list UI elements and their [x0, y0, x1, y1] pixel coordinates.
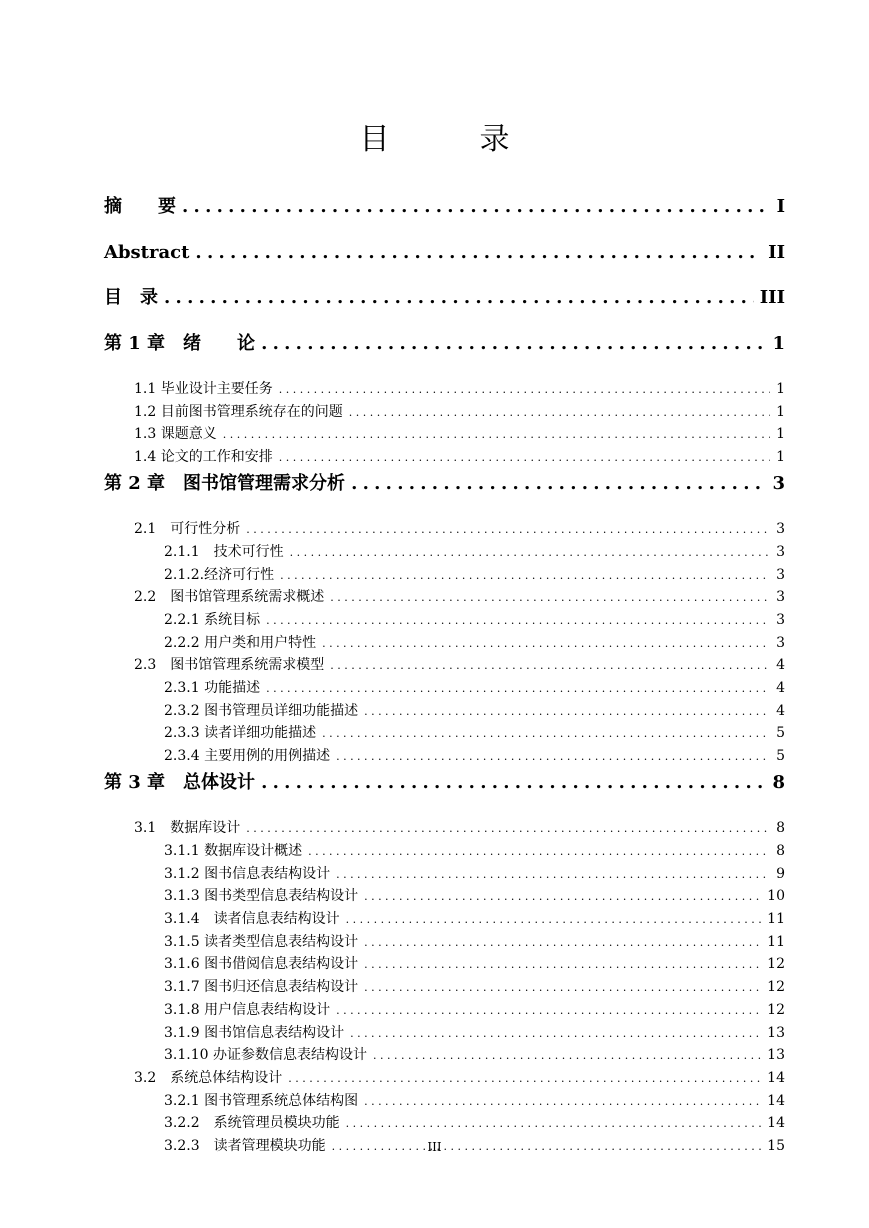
- toc-leader-dots: [351, 469, 766, 499]
- toc-leader-dots: [288, 1068, 761, 1091]
- page-title: 目 录: [359, 122, 540, 157]
- toc-entry-page: 1: [776, 403, 785, 420]
- toc-entry-label: 3.1.1 数据库设计概述: [164, 843, 303, 859]
- toc-entry-label: 3.1.4 读者信息表结构设计: [164, 911, 340, 928]
- toc-entry-label: 2.2.1 系统目标: [164, 612, 261, 628]
- toc-entry-label: 1.1 毕业设计主要任务: [134, 381, 273, 397]
- toc-leader-dots: [290, 542, 770, 565]
- toc-entry-label: 第 2 章 图书馆管理需求分析: [104, 472, 346, 494]
- toc-entry[interactable]: [104, 238, 785, 284]
- toc-entry-page: 5: [776, 748, 785, 765]
- toc-entry-label: 2.3.1 功能描述: [164, 680, 261, 697]
- toc-entry-page: 3: [776, 543, 785, 560]
- toc-entry[interactable]: [104, 192, 785, 238]
- toc-entry[interactable]: [104, 564, 785, 587]
- toc-entry[interactable]: [104, 863, 785, 886]
- toc-entry-page: 3: [776, 589, 785, 606]
- toc-entry-page: 14: [767, 1115, 785, 1132]
- toc-leader-dots: [261, 329, 766, 359]
- toc-entry[interactable]: [104, 518, 785, 541]
- toc-leader-dots: [349, 402, 770, 425]
- footer-page-number: III: [427, 1140, 442, 1154]
- toc-leader-dots: [223, 424, 770, 447]
- toc-entry[interactable]: [104, 1112, 785, 1135]
- toc-leader-dots: [330, 655, 770, 678]
- toc-leader-dots: [364, 954, 761, 977]
- toc-entry-page: 12: [767, 979, 785, 996]
- toc-entry-page: 4: [776, 702, 785, 719]
- toc-entry[interactable]: [104, 632, 785, 655]
- toc-entry-page: 3: [776, 566, 785, 583]
- toc-entry[interactable]: [104, 469, 785, 515]
- toc-leader-dots: [336, 746, 770, 769]
- toc-entry-page: 13: [767, 1024, 785, 1041]
- toc-entry-page: 4: [776, 680, 785, 697]
- toc-entry[interactable]: [104, 999, 785, 1022]
- toc-entry-label: 3.1.3 图书类型信息表结构设计: [164, 888, 359, 905]
- toc-entry-label: Abstract: [104, 241, 190, 263]
- toc-entry[interactable]: [104, 1044, 785, 1067]
- toc-entry[interactable]: [104, 378, 785, 401]
- toc-leader-dots: [182, 192, 771, 222]
- toc-entry[interactable]: [104, 908, 785, 931]
- toc-entry[interactable]: [104, 541, 785, 564]
- toc-entry-label: 3.1.6 图书借阅信息表结构设计: [164, 956, 359, 973]
- toc-entry-page: 3: [772, 472, 785, 494]
- toc-entry[interactable]: [104, 953, 785, 976]
- table-of-contents: [104, 192, 785, 1158]
- toc-entry[interactable]: [104, 586, 785, 609]
- toc-entry[interactable]: [104, 840, 785, 863]
- toc-entry[interactable]: [104, 609, 785, 632]
- toc-entry[interactable]: [104, 745, 785, 768]
- toc-entry[interactable]: [104, 700, 785, 723]
- toc-entry-label: 2.1.1 技术可行性: [164, 543, 284, 560]
- toc-leader-dots: [346, 1113, 762, 1136]
- toc-entry-label: 3.1 数据库设计: [134, 820, 241, 837]
- toc-entry[interactable]: [104, 931, 785, 954]
- toc-leader-dots: [308, 841, 770, 864]
- toc-leader-dots: [279, 447, 770, 470]
- toc-entry-label: 3.1.2 图书信息表结构设计: [164, 865, 331, 882]
- toc-leader-dots: [195, 238, 762, 268]
- toc-entry-label: 1.2 目前图书管理系统存在的问题: [134, 403, 343, 420]
- toc-entry[interactable]: [104, 654, 785, 677]
- toc-entry[interactable]: [104, 817, 785, 840]
- toc-leader-dots: [364, 701, 770, 724]
- toc-entry-page: 12: [767, 956, 785, 973]
- toc-entry[interactable]: [104, 401, 785, 424]
- toc-leader-dots: [364, 932, 761, 955]
- toc-leader-dots: [373, 1045, 761, 1068]
- toc-leader-dots: [336, 1000, 761, 1023]
- toc-entry-page: 1: [776, 381, 785, 397]
- toc-leader-dots: [246, 818, 770, 841]
- toc-entry[interactable]: [104, 283, 785, 329]
- toc-entry-label: 2.3.4 主要用例的用例描述: [164, 748, 331, 765]
- toc-entry-page: 14: [767, 1069, 785, 1086]
- toc-entry-page: 3: [776, 634, 785, 651]
- toc-entry[interactable]: [104, 446, 785, 469]
- toc-entry-label: 3.1.7 图书归还信息表结构设计: [164, 979, 359, 996]
- toc-entry-label: 2.2.2 用户类和用户特性: [164, 634, 317, 651]
- toc-entry-page: 3: [776, 612, 785, 628]
- toc-entry[interactable]: [104, 768, 785, 814]
- toc-entry-label: 3.1.9 图书馆信息表结构设计: [164, 1024, 345, 1041]
- toc-entry-label: 摘 要: [104, 196, 176, 217]
- toc-entry-page: 11: [767, 933, 785, 950]
- toc-entry-page: 13: [767, 1047, 785, 1064]
- toc-entry-page: 10: [767, 888, 785, 905]
- toc-entry[interactable]: [104, 677, 785, 700]
- toc-leader-dots: [364, 886, 761, 909]
- toc-entry-page: 1: [776, 449, 785, 466]
- toc-entry-page: 8: [772, 771, 785, 793]
- toc-leader-dots: [164, 283, 754, 313]
- toc-entry-page: I: [776, 196, 785, 217]
- toc-entry-label: 2.1.2.经济可行性: [164, 566, 275, 583]
- toc-entry-label: 1.3 课题意义: [134, 426, 217, 443]
- toc-leader-dots: [364, 977, 761, 1000]
- toc-entry-page: 9: [776, 865, 785, 882]
- toc-entry-label: 3.1.10 办证参数信息表结构设计: [164, 1047, 367, 1064]
- toc-entry-label: 3.2.2 系统管理员模块功能: [164, 1115, 340, 1132]
- toc-leader-dots: [322, 723, 770, 746]
- toc-entry[interactable]: [104, 1067, 785, 1090]
- toc-entry-label: 2.3.2 图书管理员详细功能描述: [164, 702, 359, 719]
- toc-entry-label: 目 录: [104, 287, 158, 308]
- toc-leader-dots: [246, 519, 770, 542]
- toc-entry-page: 14: [767, 1092, 785, 1109]
- toc-entry-page: II: [768, 241, 785, 263]
- toc-leader-dots: [350, 1023, 761, 1046]
- toc-entry-page: 15: [767, 1137, 785, 1154]
- toc-entry[interactable]: [104, 423, 785, 446]
- toc-entry-page: 12: [767, 1001, 785, 1018]
- toc-entry[interactable]: [104, 722, 785, 745]
- toc-entry-page: 1: [776, 426, 785, 443]
- toc-leader-dots: [330, 587, 770, 610]
- toc-leader-dots: [280, 565, 770, 588]
- toc-leader-dots: [279, 379, 770, 402]
- toc-leader-dots: [346, 909, 762, 932]
- toc-entry-label: 3.1.8 用户信息表结构设计: [164, 1001, 331, 1018]
- toc-entry-label: 2.2 图书馆管理系统需求概述: [134, 589, 325, 606]
- toc-entry-label: 3.2.3 读者管理模块功能: [164, 1137, 326, 1154]
- toc-entry-label: 3.2 系统总体结构设计: [134, 1069, 283, 1086]
- toc-leader-dots: [322, 633, 770, 656]
- toc-entry-label: 3.2.1 图书管理系统总体结构图: [164, 1092, 359, 1109]
- toc-entry-label: 2.1 可行性分析: [134, 521, 241, 538]
- toc-entry-page: 11: [767, 911, 785, 928]
- toc-entry-page: III: [759, 287, 785, 308]
- toc-entry-label: 1.4 论文的工作和安排: [134, 449, 273, 466]
- toc-entry-label: 第 3 章 总体设计: [104, 771, 256, 793]
- toc-entry[interactable]: [104, 329, 785, 375]
- toc-entry-label: 2.3 图书馆管理系统需求模型: [134, 657, 325, 674]
- toc-entry[interactable]: [104, 976, 785, 999]
- toc-leader-dots: [336, 864, 770, 887]
- toc-entry[interactable]: [104, 1022, 785, 1045]
- toc-entry[interactable]: [104, 1090, 785, 1113]
- toc-entry-page: 8: [776, 843, 785, 859]
- toc-entry-page: 4: [776, 657, 785, 674]
- toc-entry-page: 8: [776, 820, 785, 837]
- toc-leader-dots: [261, 768, 766, 798]
- toc-entry[interactable]: [104, 885, 785, 908]
- toc-entry-page: 3: [776, 521, 785, 538]
- toc-entry-page: 5: [776, 725, 785, 742]
- toc-entry-label: 第 1 章 绪 论: [104, 332, 256, 354]
- toc-leader-dots: [364, 1091, 761, 1114]
- toc-entry-label: 3.1.5 读者类型信息表结构设计: [164, 933, 359, 950]
- toc-entry-label: 2.3.3 读者详细功能描述: [164, 725, 317, 742]
- toc-entry-page: 1: [772, 332, 785, 354]
- toc-leader-dots: [266, 610, 770, 633]
- toc-leader-dots: [266, 678, 770, 701]
